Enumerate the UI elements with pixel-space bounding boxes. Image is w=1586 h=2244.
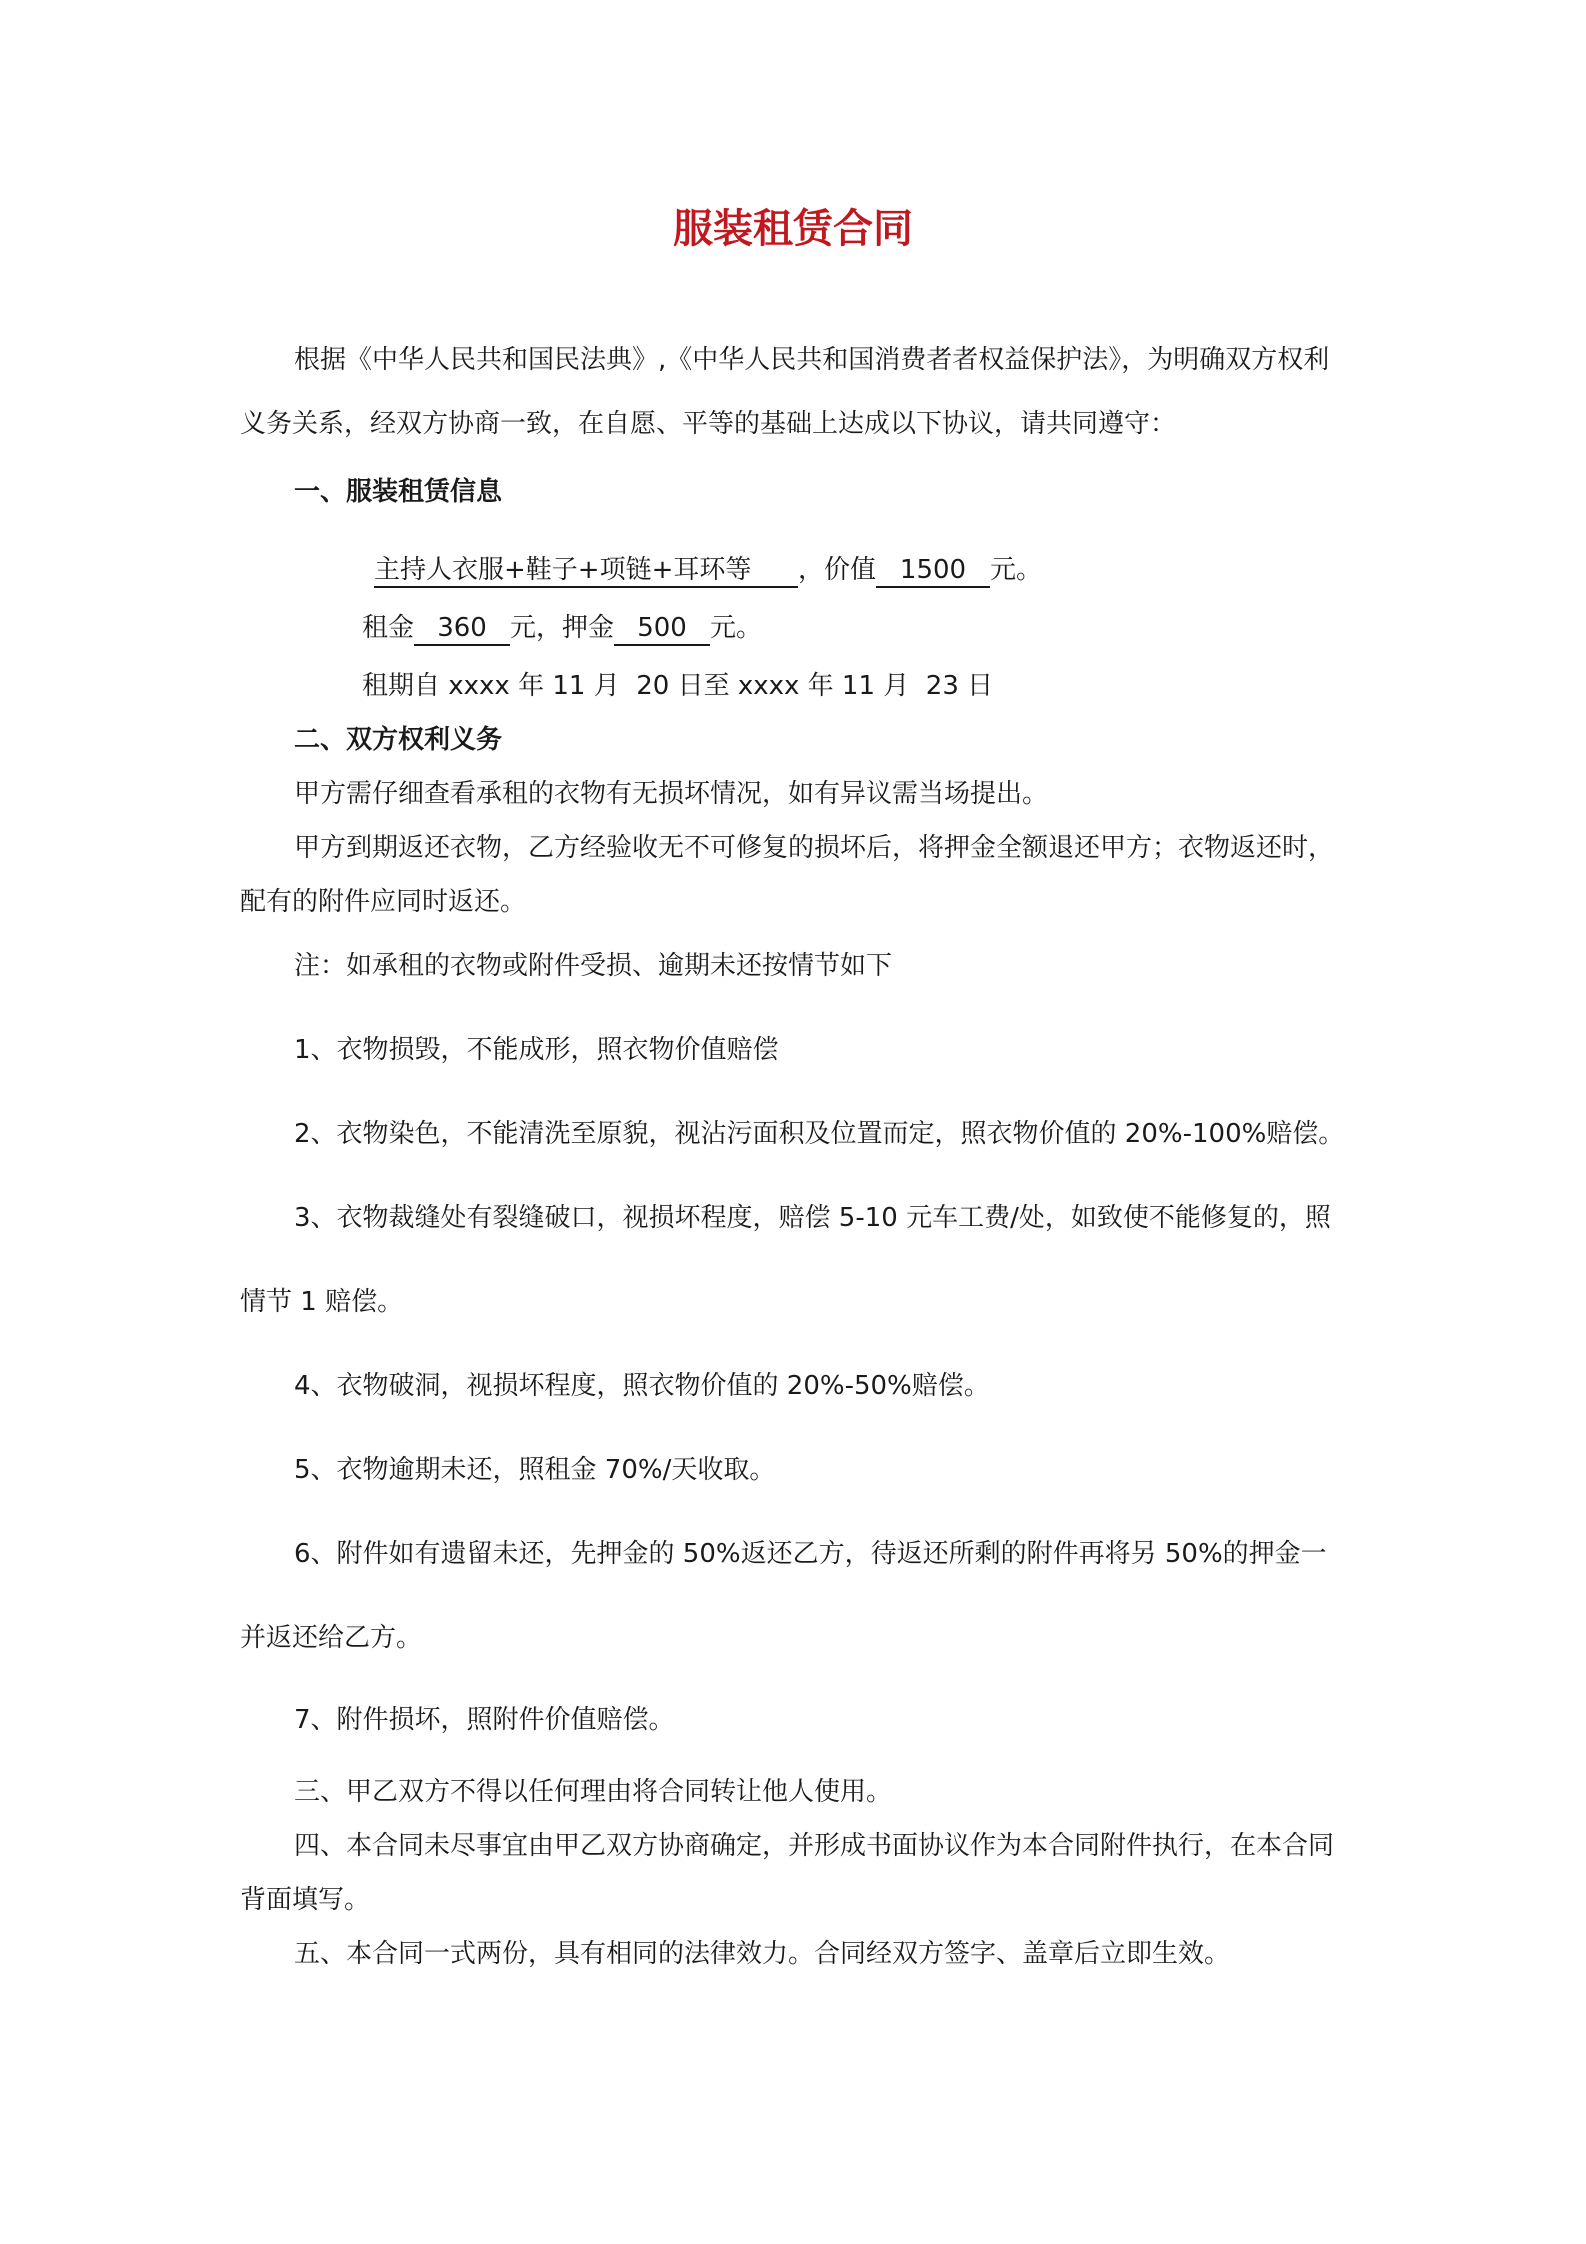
intro-line-2: 义务关系，经双方协商一致，在自愿、平等的基础上达成以下协议，请共同遵守： <box>240 409 1177 439</box>
section4-line1: 四、本合同未尽事宜由甲乙双方协商确定，并形成书面协议作为本合同附件执行，在本合同 <box>294 1831 1335 1861</box>
section2-p1: 甲方需仔细查看承租的衣物有无损坏情况，如有异议需当场提出。 <box>294 779 1049 809</box>
clause-6-line1: 6、附件如有遗留未还，先押金的 50%返还乙方，待返还所剩的附件再将另 50%的押金一 <box>294 1539 1327 1569</box>
rental-period: 租期自 xxxx 年 11 月 20 日至 xxxx 年 11 月 23 日 <box>362 671 994 701</box>
rent-label: 租金 <box>362 613 415 643</box>
document-title: 服装租赁合同 <box>673 206 913 252</box>
value-label: ，价值 <box>798 555 877 585</box>
section2-heading: 二、双方权利义务 <box>294 725 503 755</box>
section1-heading: 一、服装租赁信息 <box>294 477 503 507</box>
clause-2: 2、衣物染色，不能清洗至原貌，视沾污面积及位置而定，照衣物价值的 20%-100%赔偿。 <box>294 1119 1345 1149</box>
section5: 五、本合同一式两份，具有相同的法律效力。合同经双方签字、盖章后立即生效。 <box>294 1939 1231 1969</box>
item-description: 主持人衣服+鞋子+项链+耳环等 <box>374 554 798 588</box>
rent-deposit-line <box>362 610 762 646</box>
clause-3-line1: 3、衣物裁缝处有裂缝破口，视损坏程度，赔偿 5-10 元车工费/处，如致使不能修复的，照 <box>294 1203 1331 1233</box>
item-value: 1500 <box>876 554 990 588</box>
clause-4: 4、衣物破洞，视损坏程度，照衣物价值的 20%-50%赔偿。 <box>294 1371 990 1401</box>
value-unit: 元。 <box>990 555 1043 585</box>
clause-5: 5、衣物逾期未还，照租金 70%/天收取。 <box>294 1455 776 1485</box>
section3: 三、甲乙双方不得以任何理由将合同转让他人使用。 <box>294 1777 893 1807</box>
intro-line-1: 根据《中华人民共和国民法典》,《中华人民共和国消费者者权益保护法》，为明确双方权利 <box>294 345 1330 375</box>
rent-unit: 元，押金 <box>510 613 615 643</box>
deposit-value: 500 <box>614 612 710 646</box>
clause-1: 1、衣物损毁，不能成形，照衣物价值赔偿 <box>294 1035 779 1065</box>
clause-7: 7、附件损坏，照附件价值赔偿。 <box>294 1705 675 1735</box>
section4-line2: 背面填写。 <box>240 1885 371 1915</box>
note-line: 注：如承租的衣物或附件受损、逾期未还按情节如下 <box>294 951 893 981</box>
section2-p2-line1: 甲方到期返还衣物，乙方经验收无不可修复的损坏后，将押金全额退还甲方；衣物返还时， <box>294 833 1335 863</box>
rental-item-line <box>374 552 1042 588</box>
clause-3-line2: 情节 1 赔偿。 <box>240 1287 404 1317</box>
rent-value: 360 <box>414 612 510 646</box>
deposit-unit: 元。 <box>710 613 763 643</box>
section2-p2-line2: 配有的附件应同时返还。 <box>240 887 527 917</box>
clause-6-line2: 并返还给乙方。 <box>240 1623 423 1653</box>
